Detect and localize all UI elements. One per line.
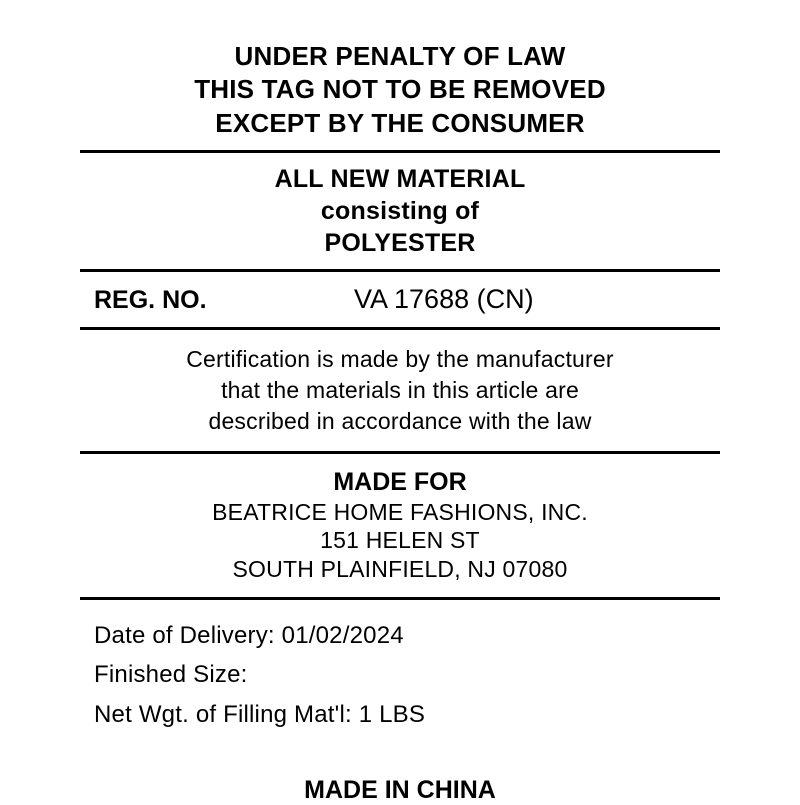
made-for-street: 151 HELEN ST (320, 527, 480, 554)
header-line-2: THIS TAG NOT TO BE REMOVED (194, 74, 606, 105)
registration-section (80, 272, 720, 327)
certification-line-2: that the materials in this article are (221, 376, 579, 403)
registration-number: VA 17688 (CN) (354, 283, 534, 314)
finished-size: Finished Size: (94, 661, 248, 689)
registration-label: REG. NO. (94, 285, 207, 314)
material-line-1: ALL NEW MATERIAL (274, 164, 526, 193)
country-of-origin: MADE IN CHINA (304, 776, 496, 805)
header-line-3: EXCEPT BY THE CONSUMER (215, 107, 585, 138)
certification-line-1: Certification is made by the manufacturer (186, 345, 614, 372)
certification-section (80, 330, 720, 451)
material-line-2: consisting of (320, 196, 480, 225)
date-of-delivery: Date of Delivery: 01/02/2024 (94, 621, 404, 649)
made-for-title: MADE FOR (333, 467, 467, 496)
penalty-of-law-header (80, 40, 720, 150)
made-for-section (80, 454, 720, 597)
made-for-company: BEATRICE HOME FASHIONS, INC. (212, 499, 588, 526)
made-for-city-state-zip: SOUTH PLAINFIELD, NJ 07080 (232, 555, 568, 582)
net-weight-filling: Net Wgt. of Filling Mat'l: 1 LBS (94, 700, 426, 728)
details-section (80, 600, 720, 735)
certification-line-3: described in accordance with the law (208, 407, 592, 434)
material-line-3: POLYESTER (324, 228, 476, 257)
material-section (80, 153, 720, 269)
header-line-1: UNDER PENALTY OF LAW (234, 41, 566, 71)
